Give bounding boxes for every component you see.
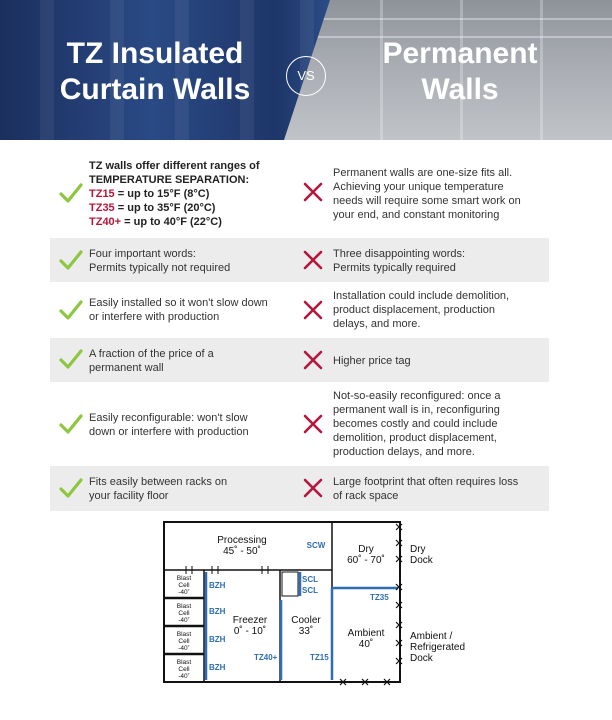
- hero-banner: [0, 0, 612, 140]
- blast-cell-labels: [177, 575, 192, 680]
- svg-text:Cell: Cell: [178, 666, 190, 673]
- svg-text:BZH: BZH: [209, 635, 226, 644]
- right-description: Three disappointing words: Permits typically required: [333, 248, 466, 274]
- tz15-label: TZ15: [310, 653, 329, 662]
- check-icon: [58, 475, 84, 501]
- right-title: Permanent Walls: [382, 37, 538, 106]
- right-description: Large footprint that often requires loss of rack space: [333, 476, 519, 502]
- left-description: Fits easily between racks on your facility floor: [89, 476, 228, 502]
- ambient-dock-label-1: Ambient /: [410, 631, 453, 642]
- dock-door-markers: [340, 524, 402, 685]
- x-icon: [302, 477, 324, 499]
- cooler-temp: 33˚: [298, 626, 314, 637]
- left-title: TZ Insulated Curtain Walls: [59, 37, 251, 106]
- left-description: [89, 159, 289, 229]
- tz40-line: TZ40+ = up to 40°F (22°C): [89, 216, 222, 228]
- x-icon: [302, 349, 324, 371]
- check-icon: [58, 247, 84, 273]
- scl-label-2: SCL: [302, 586, 318, 595]
- dry-dock-label-2: Dock: [410, 555, 433, 566]
- ambient-temp: 40˚: [358, 639, 374, 650]
- right-description: Permanent walls are one-size fits all. Achieving your unique temperature needs will require some smart work on your end, and constant monitoring: [333, 167, 521, 221]
- freezer-label: Freezer: [232, 615, 268, 626]
- svg-text:-40˚: -40˚: [178, 617, 190, 624]
- left-description: Four important words: Permits typically not required: [89, 248, 231, 274]
- comparison-row-price: [50, 338, 549, 382]
- tz15-line: TZ15 = up to 15°F (8°C): [89, 188, 210, 200]
- svg-text:Blast: Blast: [176, 659, 192, 666]
- bzh-labels: [209, 581, 226, 672]
- scw-label: SCW: [306, 541, 326, 550]
- x-icon: [302, 413, 324, 435]
- svg-text:Blast: Blast: [176, 631, 192, 638]
- scl-label-1: SCL: [302, 575, 318, 584]
- x-icon: [302, 299, 324, 321]
- check-icon: [58, 346, 84, 372]
- floorplan-outer-wall: [164, 522, 400, 682]
- svg-text:BZH: BZH: [209, 663, 226, 672]
- comparison-row-reconfigure: [50, 386, 549, 462]
- check-icon: [58, 297, 84, 323]
- ambient-dock-label-3: Dock: [410, 653, 433, 664]
- tz35-line: TZ35 = up to 35°F (20°C): [89, 202, 216, 214]
- x-icon: [302, 249, 324, 271]
- svg-text:BZH: BZH: [209, 607, 226, 616]
- left-description: Easily reconfigurable: won't slow down or interfere with production: [89, 412, 249, 438]
- comparison-row-temperature: [50, 150, 549, 234]
- ambient-label: Ambient: [347, 628, 385, 639]
- tz-intro-heading: TEMPERATURE SEPARATION:: [89, 174, 250, 186]
- check-icon: [58, 180, 84, 206]
- dry-label: Dry: [358, 544, 374, 555]
- comparison-row-installation: [50, 286, 549, 334]
- right-description: Higher price tag: [333, 355, 411, 367]
- svg-text:Cell: Cell: [178, 638, 190, 645]
- x-icon: [302, 181, 324, 203]
- comparison-row-permits: [50, 238, 549, 282]
- left-description: Easily installed so it won't slow down or interfere with production: [89, 297, 268, 323]
- svg-text:Cell: Cell: [178, 610, 190, 617]
- svg-text:Blast: Blast: [176, 575, 192, 582]
- dry-temp: 60˚ - 70˚: [347, 555, 385, 566]
- right-description: Installation could include demolition, product displacement, production delays, and more.: [333, 290, 510, 330]
- svg-text:-40˚: -40˚: [178, 673, 190, 680]
- processing-label: Processing: [217, 535, 267, 546]
- svg-text:Cell: Cell: [178, 582, 190, 589]
- tz-intro: TZ walls offer different ranges of: [89, 160, 260, 172]
- svg-text:BZH: BZH: [209, 581, 226, 590]
- right-description: Not-so-easily reconfigured: once a permanent wall is in, reconfiguring becomes costly and could include demolition, product displacement, production delays, and more.: [333, 390, 501, 458]
- svg-text:-40˚: -40˚: [178, 645, 190, 652]
- check-icon: [58, 411, 84, 437]
- svg-text:Blast: Blast: [176, 603, 192, 610]
- cooler-label: Cooler: [291, 615, 321, 626]
- ambient-dock-label-2: Refrigerated: [410, 642, 466, 653]
- svg-text:-40˚: -40˚: [178, 589, 190, 596]
- processing-temp: 45˚ - 50˚: [223, 546, 261, 557]
- left-description: A fraction of the price of a permanent wall: [89, 348, 214, 374]
- tz35-label: TZ35: [370, 593, 389, 602]
- dry-dock-label-1: Dry: [410, 544, 426, 555]
- vs-badge: VS: [286, 56, 326, 96]
- comparison-row-footprint: [50, 466, 549, 511]
- freezer-temp: 0˚ - 10˚: [233, 626, 267, 637]
- tz40-label: TZ40+: [254, 653, 278, 662]
